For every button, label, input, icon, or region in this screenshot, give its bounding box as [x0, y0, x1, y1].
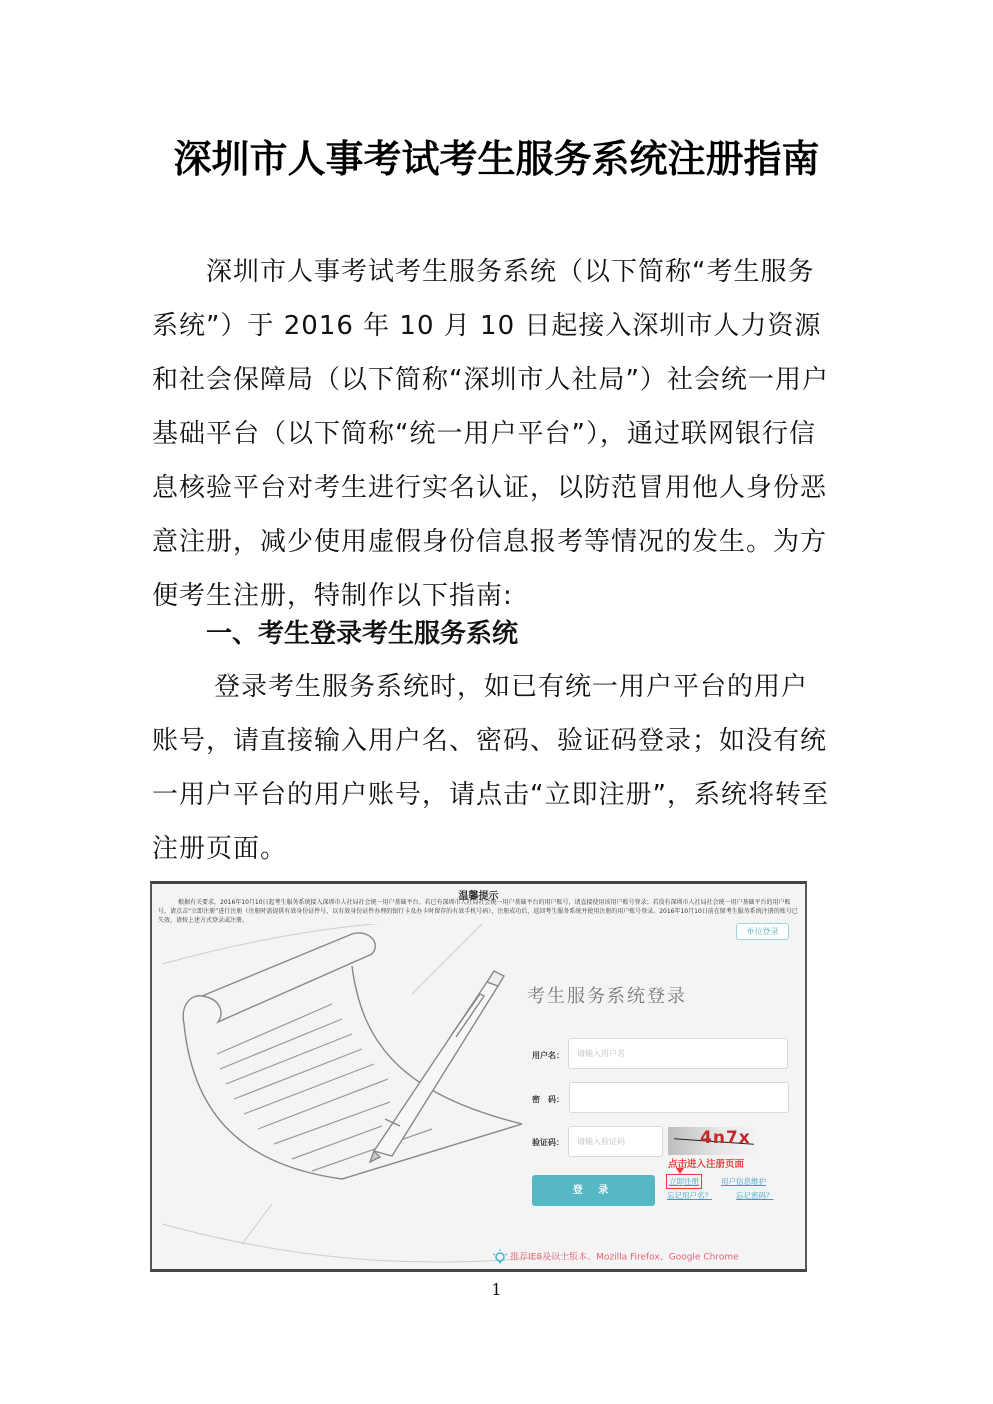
unit-login-button[interactable]: 单位登录	[736, 923, 789, 940]
forgot-password-link[interactable]: 忘记密码？	[736, 1191, 774, 1200]
lightbulb-icon	[492, 1249, 508, 1265]
intro-paragraph	[152, 245, 832, 623]
register-annotation: 点击进入注册页面	[668, 1159, 745, 1170]
captcha-image[interactable]	[668, 1127, 758, 1155]
password-label: 密 码：	[532, 1095, 564, 1104]
intro-text: 深圳市人事考试考生服务系统（以下简称“考生服务系统”）于 2016 年 10 月 10 日起接入深圳市人力资源和社会保障局（以下简称“深圳市人社局”）社会统一用户基础平台（以下简称“统一用户平台”），通过联网银行信息核验平台对考生进行实名认证，以防范冒用他人身份恶意注册，减少使用虚假身份信息报考等情况的发生。为方便考生注册，特制作以下指南:	[152, 257, 829, 611]
browser-tip	[492, 1249, 739, 1265]
section-heading: 一、考生登录考生服务系统	[206, 619, 519, 649]
username-label: 用户名：	[532, 1051, 564, 1060]
captcha-text: 4n7x	[700, 1128, 751, 1148]
section-paragraph	[152, 660, 832, 876]
login-screenshot	[150, 881, 807, 1272]
captcha-input[interactable]: 请输入验证码	[568, 1126, 663, 1157]
captcha-label: 验证码：	[532, 1138, 564, 1147]
paper-pen-illustration	[152, 924, 572, 1272]
username-input[interactable]: 请输入用户名	[568, 1038, 788, 1069]
section-text: 登录考生服务系统时，如已有统一用户平台的用户账号，请直接输入用户名、密码、验证码登录；如没有统一用户平台的用户账号，请点击“立即注册”，系统将转至注册页面。	[152, 672, 829, 864]
register-link[interactable]: 立即注册	[666, 1174, 702, 1189]
page-number: 1	[491, 1280, 502, 1299]
forgot-username-link[interactable]: 忘记用户名？	[667, 1191, 712, 1200]
document-title: 深圳市人事考试考生服务系统注册指南	[173, 136, 820, 181]
notice-title: 温馨提示	[458, 891, 499, 902]
browser-tip-text: 推荐IE8及以上版本、Mozilla Firefox、Google Chrome	[510, 1252, 739, 1263]
notice-body: 根据有关要求，2016年10月10日起考生服务系统接入深圳市人社局社会统一用户基础平台。若已有深圳市人社局社会统一用户基础平台的用户账号，请直接使用该用户账号登录；若没有深圳市人社局社会统一用户基础平台的用户账号，请点击“立即注册”进行注册（注册时需提供有效身份证件号、以有效身份证件办理的银行卡及办卡时留存的有效手机号码），注册成功后，返回考生服务系统并使用注册的用户账号登录。2016年10月10日前在原考生服务系统注册的账号已失效，请按上述方式登录或注册。	[158, 899, 798, 924]
login-button[interactable]: 登 录	[532, 1175, 655, 1206]
user-info-link[interactable]: 用户信息维护	[721, 1177, 766, 1186]
login-title: 考生服务系统登录	[527, 986, 687, 1007]
password-input[interactable]	[569, 1082, 789, 1113]
